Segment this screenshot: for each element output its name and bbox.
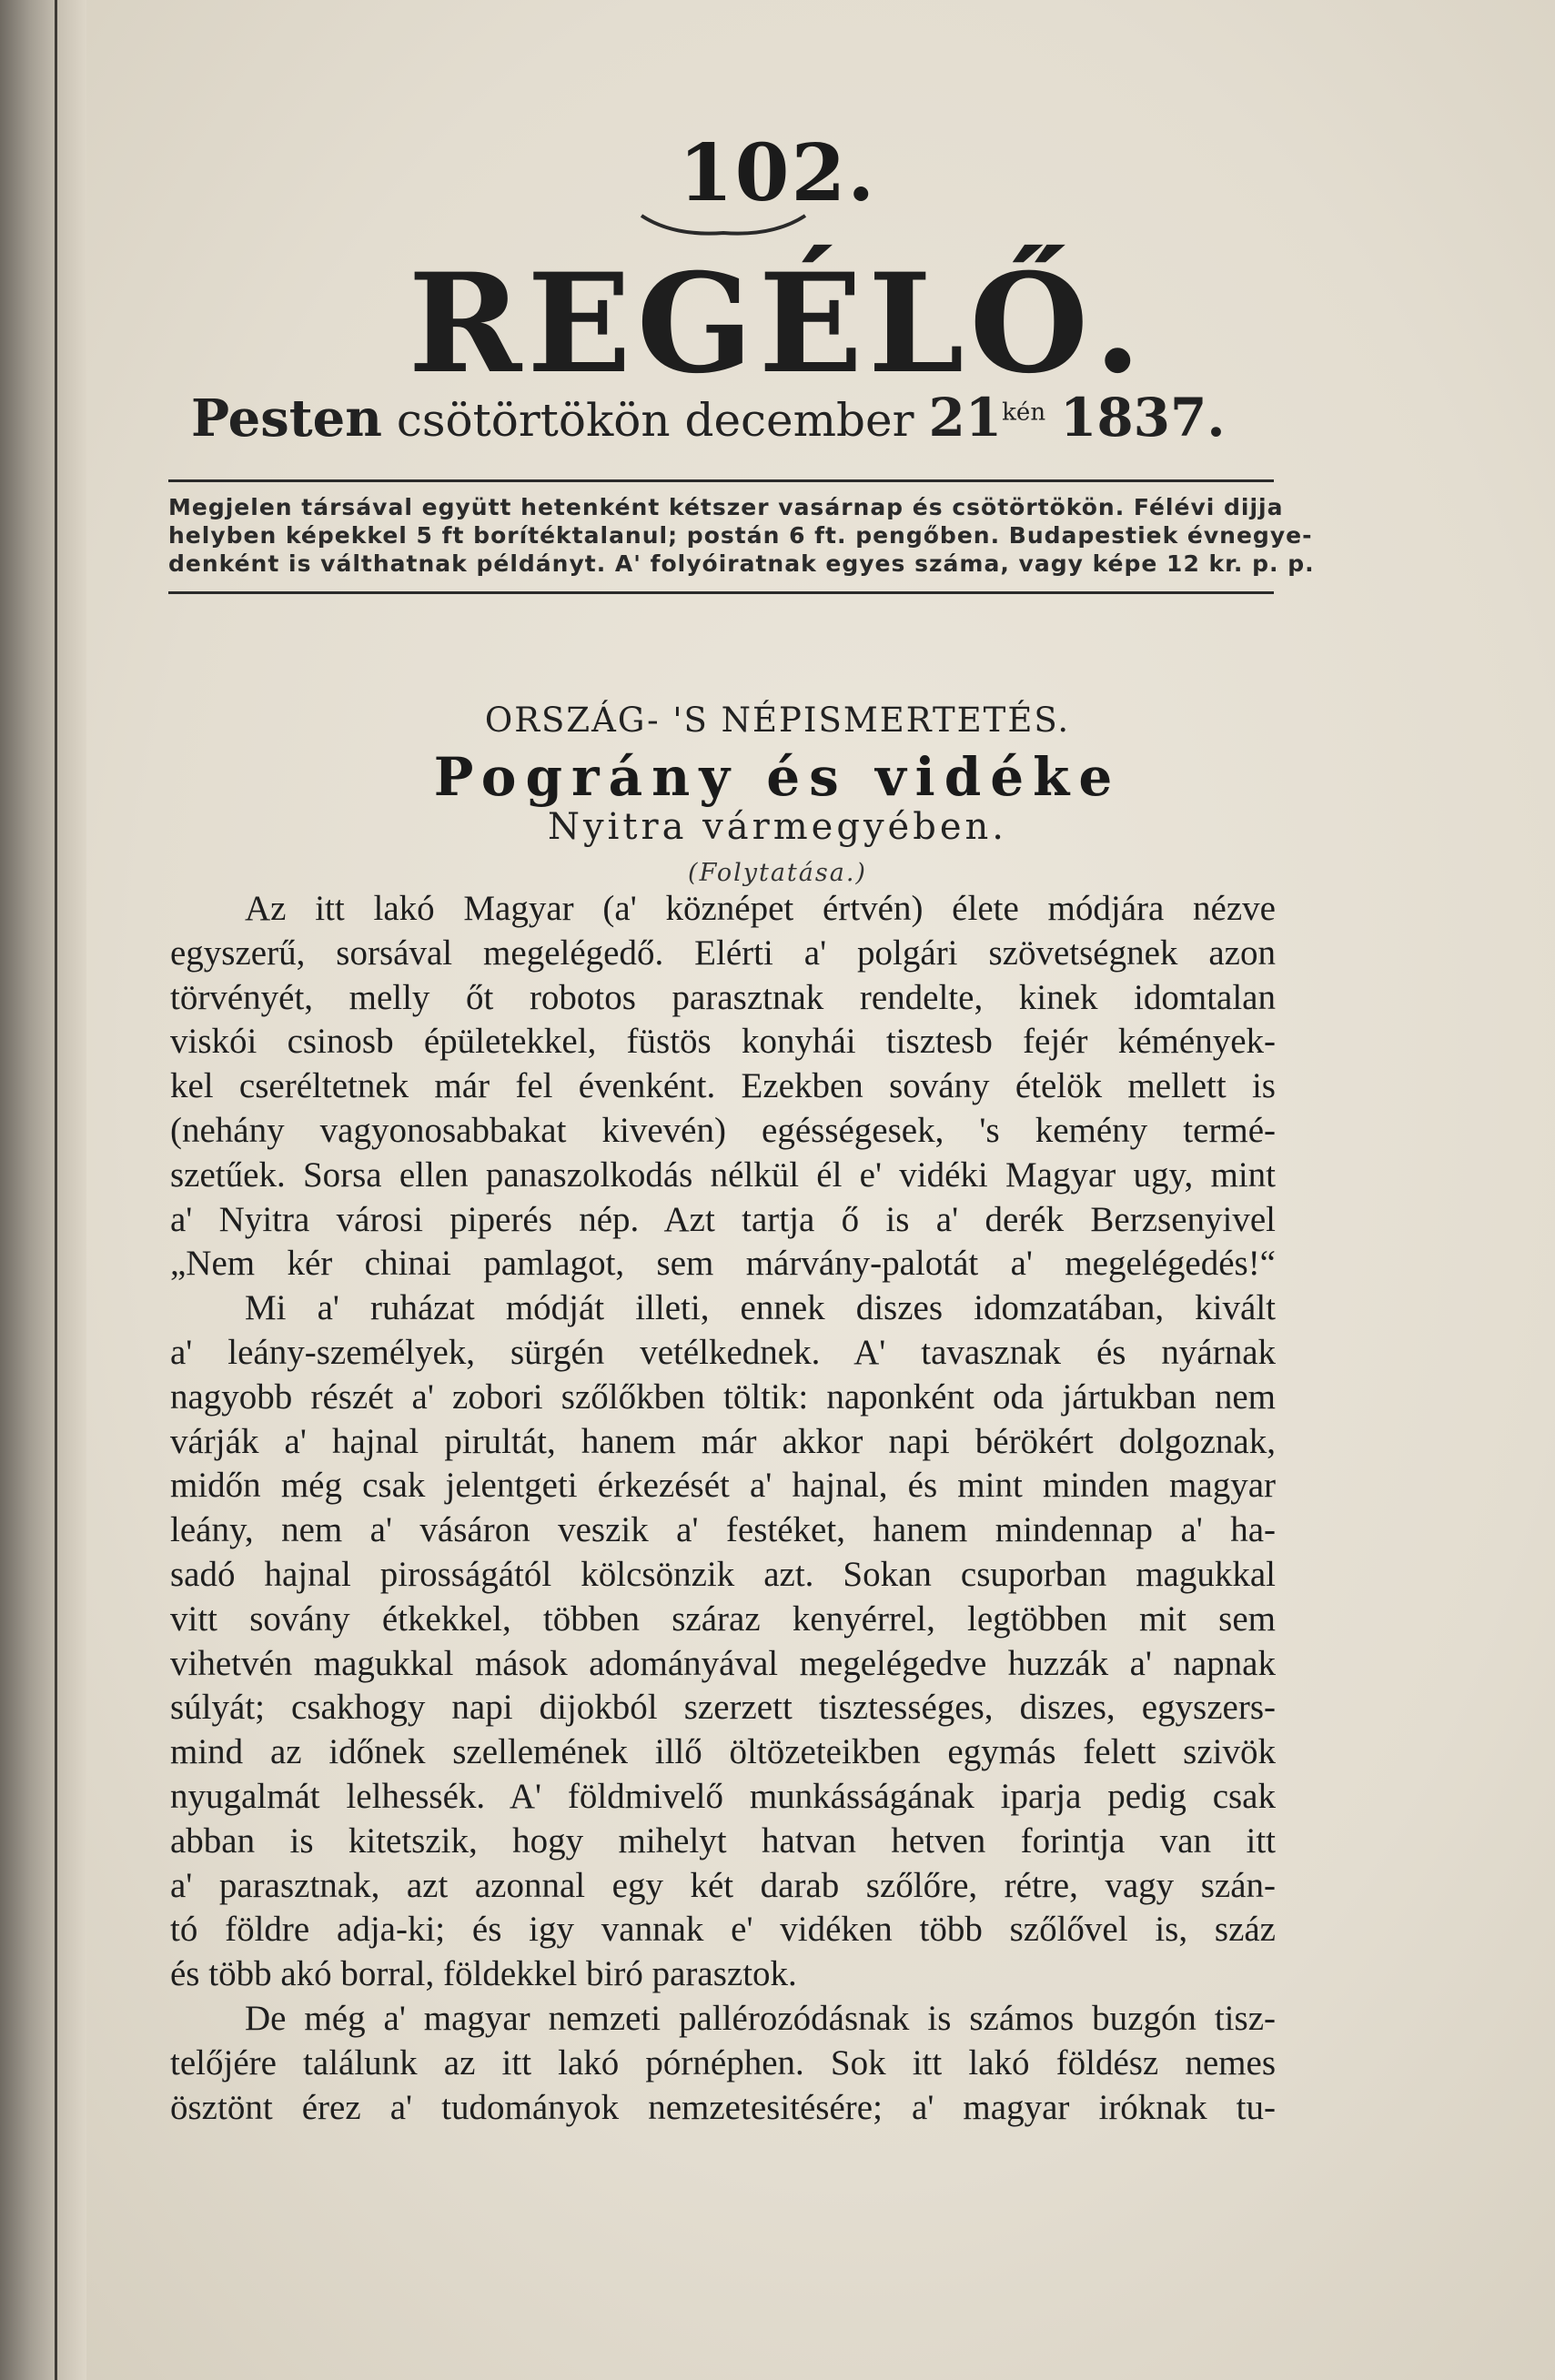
text-line: nagyobb részét a' zobori szőlőkben töltik: naponként oda jártukban nem <box>170 1377 1276 1417</box>
header-rule-bottom <box>168 591 1274 594</box>
text-line: kel cseréltetnek már fel évenként. Ezekben sovány ételök mellett is <box>170 1066 1276 1106</box>
dateline <box>191 387 1283 449</box>
notice-line: Megjelen társával együtt hetenként kétszer vasárnap és csötörtökön. Félévi dijja <box>168 494 1284 520</box>
text-line: sadó hajnal pirosságától kölcsönzik azt. Sokan csuporban magukkal <box>170 1554 1276 1594</box>
text-line: nyugalmát lelhessék. A' földmivelő munkásságának iparja pedig csak <box>170 1776 1276 1816</box>
subscription-notice <box>168 493 1315 578</box>
text-line: ösztönt érez a' tudományok nemzetesitésére; a' magyar iróknak tu- <box>170 2087 1276 2127</box>
text-line: telőjére találunk az itt lakó pórnéphen. Sok itt lakó földész nemes <box>170 2042 1276 2082</box>
text-line: szetűek. Sorsa ellen panaszolkodás nélkül él e' vidéki Magyar ugy, mint <box>170 1155 1276 1195</box>
text-line: a' parasztnak, azt azonnal egy két darab szőlőre, rétre, vagy szán- <box>170 1865 1276 1905</box>
text-line: Mi a' ruházat módját illeti, ennek diszes idomzatában, kivált <box>245 1288 1276 1328</box>
dateline-text: csötörtökön december <box>396 394 914 447</box>
masthead-title: REGÉLŐ. <box>408 244 1147 404</box>
text-line: a' Nyitra városi piperés nép. Azt tartja ő is a' derék Berzsenyivel <box>170 1199 1276 1239</box>
text-line: tó földre adja-ki; és igy vannak e' vidéken több szőlővel is, száz <box>170 1910 1276 1950</box>
continuation-note: (Folytatása.) <box>688 859 867 887</box>
text-line: Az itt lakó Magyar (a' köznépet értvén) élete módjára nézve <box>245 889 1276 928</box>
issue-number: 102. <box>678 127 877 219</box>
article-body <box>170 887 1276 2130</box>
notice-line: denként is válthatnak példányt. A' folyóiratnak egyes száma, vagy képe 12 kr. p. p. <box>168 550 1315 577</box>
dateline-day-suffix: kén <box>1002 398 1046 427</box>
text-line: és több akó borral, földekkel biró parasztok. <box>170 1954 797 1994</box>
text-line: leány, nem a' vásáron veszik a' festéket, hanem mindennap a' ha- <box>170 1510 1276 1550</box>
notice-line: helyben képekkel 5 ft borítéktalanul; postán 6 ft. pengőben. Budapestiek évnegye- <box>168 522 1313 549</box>
text-line: vihetvén magukkal mások adományával megelégedve huzzák a' napnak <box>170 1643 1276 1683</box>
text-line: viskói csinosb épületekkel, füstös konyhái tisztesb fejér kémények- <box>170 1022 1276 1062</box>
text-line: a' leány-személyek, sürgén vetélkednek. A' tavasznak és nyárnak <box>170 1332 1276 1372</box>
text-line: várják a' hajnal pirultát, hanem már akkor napi bérökért dolgoznak, <box>170 1421 1276 1461</box>
article-title: Pográny és vidéke <box>433 746 1122 808</box>
dateline-year: 1837. <box>1059 387 1226 449</box>
text-line: mind az időnek szellemének illő öltözeteikben egymás felett szivök <box>170 1732 1276 1772</box>
text-line: törvényét, melly őt robotos parasztnak rendelte, kinek idomtalan <box>170 977 1276 1017</box>
text-line: (nehány vagyonosabbakat kivevén) egésségesek, 's kemény termé- <box>170 1110 1276 1150</box>
text-line: vitt sovány étkekkel, többen száraz kenyérrel, legtöbben mit sem <box>170 1598 1276 1639</box>
swash-ornament <box>637 211 810 238</box>
text-line: abban is kitetszik, hogy mihelyt hatvan hetven forintja van itt <box>170 1820 1276 1861</box>
text-line: súlyát; csakhogy napi dijokból szerzett tisztességes, diszes, egyszers- <box>170 1688 1276 1728</box>
article-subtitle: Nyitra vármegyében. <box>548 806 1007 848</box>
section-heading: ORSZÁG- 'S NÉPISMERTETÉS. <box>484 701 1071 740</box>
text-line: „Nem kér chinai pamlagot, sem márvány-palotát a' megelégedés!“ <box>170 1244 1276 1284</box>
dateline-day: 21 <box>928 387 1003 449</box>
dateline-city: Pesten <box>191 388 382 449</box>
header-rule-top <box>168 479 1274 482</box>
text-line: egyszerű, sorsával megelégedő. Elérti a' polgári szövetségnek azon <box>170 933 1276 973</box>
text-line: De még a' magyar nemzeti pallérozódásnak is számos buzgón tisz- <box>245 1998 1276 2038</box>
text-line: midőn még csak jelentgeti érkezését a' hajnal, és mint minden magyar <box>170 1466 1276 1506</box>
